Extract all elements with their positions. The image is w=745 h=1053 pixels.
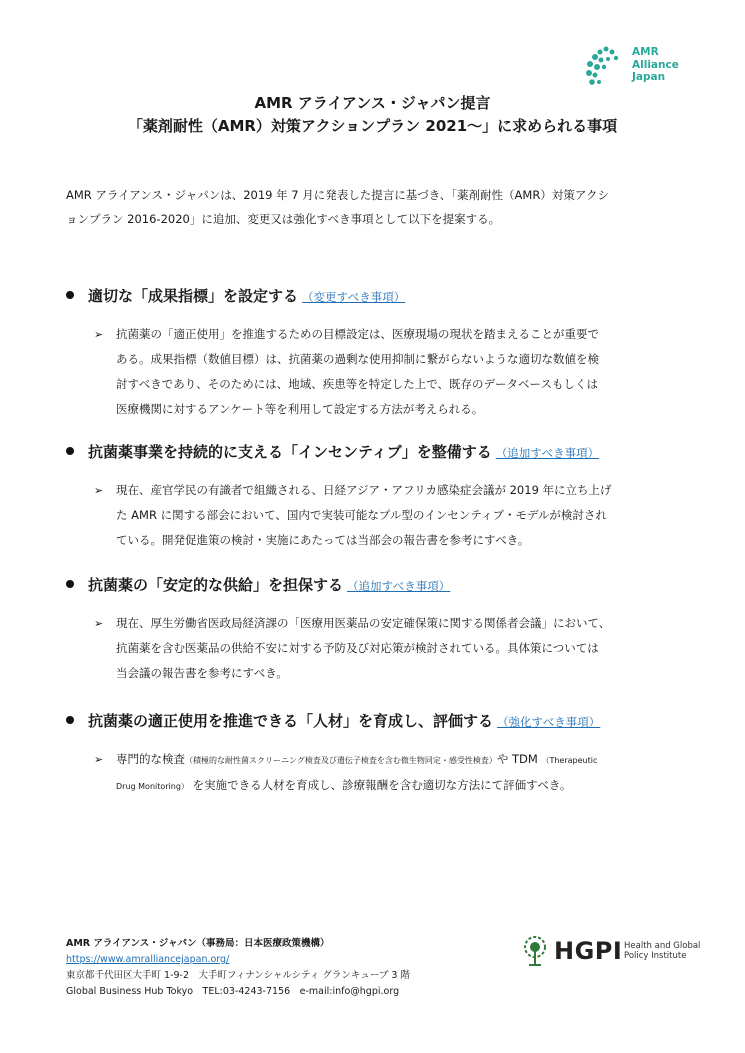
section-2-title: 抗菌薬事業を持続的に支える「インセンティブ」を整備する bbox=[88, 443, 492, 461]
section-1 bbox=[66, 285, 696, 422]
arrow-bullet-icon: ➢ bbox=[94, 484, 104, 497]
section-1-line-4: 医療機関に対するアンケート等を利用して設定する方法が考えられる。 bbox=[116, 402, 484, 416]
section-4-line-2 bbox=[116, 773, 686, 799]
section-4-tag[interactable]: （強化すべき事項） bbox=[497, 715, 601, 729]
section-2-heading bbox=[66, 441, 696, 464]
logo-line-1: AMR bbox=[632, 46, 659, 58]
bullet-icon bbox=[66, 580, 74, 588]
section-3-title: 抗菌薬の「安定的な供給」を担保する bbox=[88, 576, 344, 594]
section-3-line-2: 抗菌薬を含む医薬品の供給不安に対する予防及び対応策が検討されている。具体策については bbox=[116, 641, 599, 655]
bullet-icon bbox=[66, 291, 74, 299]
logo-dots-icon bbox=[584, 44, 630, 90]
section-4-note-3: Drug Monitoring） bbox=[116, 782, 189, 791]
section-2-tag[interactable]: （追加すべき事項） bbox=[495, 446, 600, 460]
section-2-line-3: ている。開発促進策の検討・実施にあたっては当部会の報告書を参考にすべき。 bbox=[116, 533, 530, 547]
section-1-body bbox=[66, 322, 686, 422]
title-line-2: 「薬剤耐性（AMR）対策アクションプラン 2021～」に求められる事項 bbox=[127, 117, 618, 135]
bullet-icon bbox=[66, 716, 74, 724]
hgpi-abbr: HGPI bbox=[554, 937, 623, 965]
section-4-text-a: 専門的な検査 bbox=[116, 752, 185, 766]
section-3-tag[interactable]: （追加すべき事項） bbox=[347, 579, 451, 593]
intro-line-1: AMR アライアンス・ジャパンは、2019 年 7 月に発表した提言に基づき、「薬剤耐性（AMR）対策アクシ bbox=[66, 188, 609, 202]
hgpi-fullname bbox=[624, 941, 700, 961]
section-4 bbox=[66, 710, 696, 799]
title-line-1: AMR アライアンス・ジャパン提言 bbox=[254, 94, 491, 112]
section-2-line-2: た AMR に関する部会において、国内で実装可能なプル型のインセンティブ・モデルが検討され bbox=[116, 508, 607, 522]
hgpi-tree-icon bbox=[520, 935, 550, 967]
section-4-text-b: や TDM bbox=[496, 752, 538, 766]
hgpi-logo bbox=[520, 935, 710, 969]
section-4-body bbox=[66, 747, 686, 799]
hgpi-line-1: Health and Global bbox=[624, 941, 701, 951]
section-3 bbox=[66, 574, 696, 686]
section-4-title: 抗菌薬の適正使用を推進できる「人材」を育成し、評価する bbox=[88, 712, 494, 730]
section-4-heading bbox=[66, 710, 696, 733]
section-1-line-1: 抗菌薬の「適正使用」を推進するための目標設定は、医療現場の現状を踏まえることが重要で bbox=[116, 327, 599, 341]
section-2-body bbox=[66, 478, 686, 553]
section-4-note-2: （Therapeutic bbox=[541, 756, 598, 765]
intro-paragraph bbox=[66, 183, 686, 231]
section-2-line-1: 現在、産官学民の有識者で組織される、日経アジア・アフリカ感染症会議が 2019 年に立ち上げ bbox=[116, 483, 612, 497]
intro-line-2: ョンプラン 2016-2020」に追加、変更又は強化すべき事項として以下を提案する。 bbox=[66, 212, 501, 226]
footer-address: 東京都千代田区大手町 1-9-2 大手町フィナンシャルシティ グランキューブ 3 階 bbox=[66, 970, 410, 981]
section-3-body bbox=[66, 611, 686, 686]
hgpi-line-2: Policy Institute bbox=[624, 951, 687, 961]
section-4-line-1 bbox=[116, 747, 686, 773]
footer bbox=[66, 936, 410, 1000]
footer-contact: Global Business Hub Tokyo TEL:03-4243-7156 e-mail:info@hgpi.org bbox=[66, 986, 400, 997]
arrow-bullet-icon: ➢ bbox=[94, 753, 104, 766]
document-title bbox=[0, 92, 745, 138]
section-1-tag[interactable]: （変更すべき事項） bbox=[302, 290, 406, 304]
section-4-text-c: を実施できる人材を育成し、診療報酬を含む適切な方法にて評価すべき。 bbox=[192, 778, 572, 792]
amr-alliance-logo bbox=[584, 44, 694, 90]
footer-url-link[interactable]: https://www.amralliancejapan.org/ bbox=[66, 954, 230, 965]
section-4-note: （積極的な耐性菌スクリーニング検査及び遺伝子検査を含む微生物同定・感受性検査） bbox=[185, 756, 497, 765]
section-1-line-2: ある。成果指標（数値目標）は、抗菌薬の過剰な使用抑制に繋がらないような適切な数値を検 bbox=[116, 352, 599, 366]
section-1-line-3: 討すべきであり、そのためには、地域、疾患等を特定した上で、既存のデータベースもしくは bbox=[116, 377, 598, 391]
section-3-line-3: 当会議の報告書を参考にすべき。 bbox=[116, 666, 288, 680]
logo-line-3: Japan bbox=[632, 71, 666, 83]
section-1-title: 適切な「成果指標」を設定する bbox=[88, 287, 299, 305]
footer-org: AMR アライアンス・ジャパン（事務局：日本医療政策機構） bbox=[66, 938, 330, 949]
section-1-heading bbox=[66, 285, 696, 308]
section-3-line-1: 現在、厚生労働省医政局経済課の「医療用医薬品の安定確保策に関する関係者会議」において、 bbox=[116, 616, 611, 630]
section-3-heading bbox=[66, 574, 696, 597]
section-2 bbox=[66, 441, 696, 553]
arrow-bullet-icon: ➢ bbox=[94, 328, 104, 341]
logo-line-2: Alliance bbox=[632, 58, 679, 71]
logo-text bbox=[632, 46, 679, 84]
arrow-bullet-icon: ➢ bbox=[94, 617, 104, 630]
bullet-icon bbox=[66, 447, 74, 455]
